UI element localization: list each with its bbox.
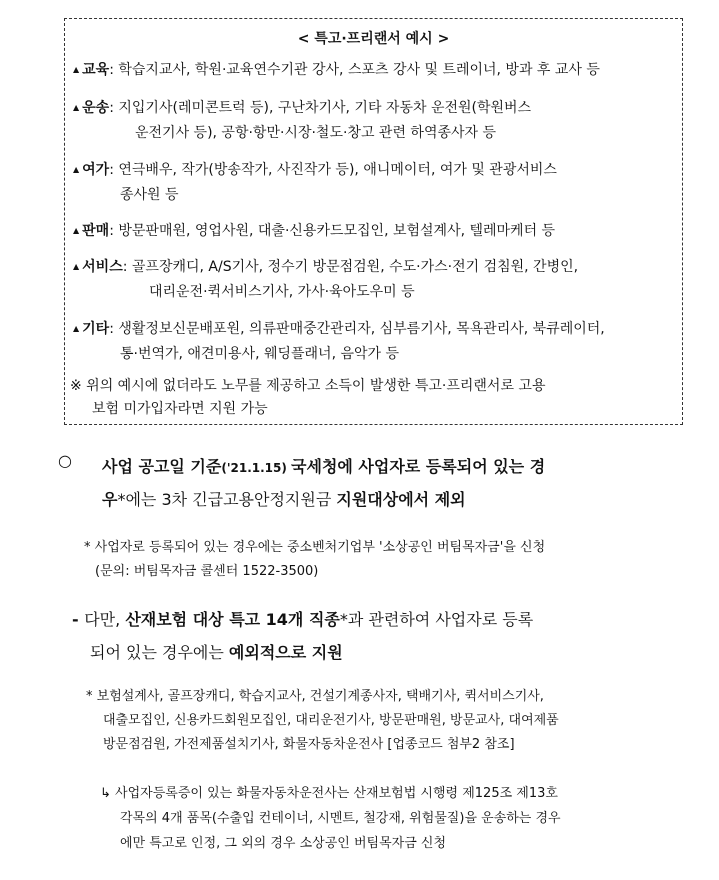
exception-paragraph bbox=[72, 603, 690, 669]
section-date: ('21.1.15) bbox=[221, 461, 292, 475]
item-continuation: 통·번역가, 애견미용사, 웨딩플래너, 음악가 등 bbox=[120, 346, 400, 362]
sub-text-bold: 예외적으로 지원 bbox=[228, 643, 343, 662]
item-text: : 연극배우, 작가(방송작가, 사진작가 등), 애니메이터, 여가 및 관광서비스 bbox=[109, 162, 557, 178]
sub-text-plain: 되어 있는 경우에는 bbox=[90, 643, 229, 662]
item-label: 서비스 bbox=[82, 259, 123, 275]
triangle-bullet-icon: ▲ bbox=[73, 324, 80, 333]
sub-text-bold: 산재보험 대상 특고 14개 직종 bbox=[125, 610, 340, 629]
dash-bullet: - bbox=[72, 610, 85, 629]
section-text bbox=[102, 451, 696, 516]
item-label: 기타 bbox=[82, 321, 110, 337]
item-text: : 생활정보신문배포원, 의류판매중간관리자, 심부름기사, 목욕관리사, 북큐레이터, bbox=[109, 321, 605, 337]
sub-text-plain: 다만, bbox=[84, 610, 126, 629]
box-note bbox=[70, 375, 680, 421]
list-item-other bbox=[73, 316, 679, 367]
footnote-line: * 사업자로 등록되어 있는 경우에는 중소벤처기업부 '소상공인 버팀목자금'을 신청 bbox=[84, 540, 546, 555]
item-label: 교육 bbox=[82, 62, 110, 78]
sub-text-plain: *과 관련하여 사업자로 등록 bbox=[339, 610, 534, 629]
item-text: : 방문판매원, 영업사원, 대출·신용카드모집인, 보험설계사, 텔레마케터 등 bbox=[109, 223, 556, 239]
section-text-bold: 지원대상에서 제외 bbox=[336, 490, 466, 509]
list-item-education bbox=[73, 57, 679, 83]
circle-bullet-icon: ○ bbox=[58, 451, 72, 470]
section-text-plain: *에는 3차 긴급고용안정지원금 bbox=[117, 490, 337, 509]
footnote-line: 에만 특고로 인정, 그 외의 경우 소상공인 버팀목자금 신청 bbox=[120, 836, 447, 851]
item-continuation: 대리운전·퀵서비스기사, 가사·육아도우미 등 bbox=[149, 284, 415, 300]
note-line: 보험 미가입자라면 지원 가능 bbox=[92, 401, 268, 417]
item-text: : 학습지교사, 학원·교육연수기관 강사, 스포츠 강사 및 트레이너, 방과 후 교사 등 bbox=[109, 62, 600, 78]
triangle-bullet-icon: ▲ bbox=[73, 103, 80, 112]
footnote-registration bbox=[84, 536, 689, 584]
footnote-line: (문의: 버팀목자금 콜센터 1522-3500) bbox=[95, 564, 319, 579]
list-item-leisure bbox=[73, 157, 679, 208]
item-continuation: 운전기사 등), 공항·항만·시장·철도·창고 관련 하역종사자 등 bbox=[135, 125, 497, 141]
footnote-line: 방문점검원, 가전제품설치기사, 화물자동차운전사 [업종코드 첨부2 참조] bbox=[103, 737, 515, 752]
footnote-line: 사업자등록증이 있는 화물자동차운전사는 산재보험법 시행령 제125조 제13호 bbox=[115, 786, 558, 801]
item-label: 운송 bbox=[82, 100, 110, 116]
triangle-bullet-icon: ▲ bbox=[73, 65, 80, 74]
triangle-bullet-icon: ▲ bbox=[73, 165, 80, 174]
footnote-line: * 보험설계사, 골프장캐디, 학습지교사, 건설기계종사자, 택배기사, 퀵서비스기사, bbox=[86, 689, 544, 704]
list-item-transport bbox=[73, 95, 679, 146]
item-text: : 골프장캐디, A/S기사, 정수기 방문점검원, 수도·가스·전기 검침원, 간병인, bbox=[122, 259, 579, 275]
example-box bbox=[64, 18, 683, 425]
note-line: ※ 위의 예시에 없더라도 노무를 제공하고 소득이 발생한 특고·프리랜서로 고용 bbox=[70, 378, 546, 394]
triangle-bullet-icon: ▲ bbox=[73, 262, 80, 271]
triangle-bullet-icon: ▲ bbox=[73, 226, 80, 235]
list-item-service bbox=[73, 254, 679, 305]
item-continuation: 종사원 등 bbox=[120, 187, 179, 203]
footnote-occupations bbox=[86, 685, 690, 757]
item-text: : 지입기사(레미콘트럭 등), 구난차기사, 기타 자동차 운전원(학원버스 bbox=[109, 100, 532, 116]
footnote-line: 대출모집인, 신용카드회원모집인, 대리운전기사, 방문판매원, 방문교사, 대여제품 bbox=[103, 713, 559, 728]
section-text-bold: 사업 공고일 기준 bbox=[102, 457, 222, 476]
footnote-cargo bbox=[100, 781, 690, 856]
section-text-bold: 국세청에 사업자로 등록되어 있는 경 bbox=[291, 457, 546, 476]
footnote-line: 각목의 4개 품목(수출입 컨테이너, 시멘트, 철강재, 위험물질)을 운송하는 경우 bbox=[120, 811, 561, 826]
arrow-icon: ↳ bbox=[100, 786, 111, 801]
item-label: 판매 bbox=[82, 223, 110, 239]
box-title: < 특고·프리랜서 예시 > bbox=[297, 31, 450, 47]
item-label: 여가 bbox=[82, 162, 110, 178]
list-item-sales bbox=[73, 218, 679, 244]
section-text-bold: 우 bbox=[102, 490, 118, 509]
